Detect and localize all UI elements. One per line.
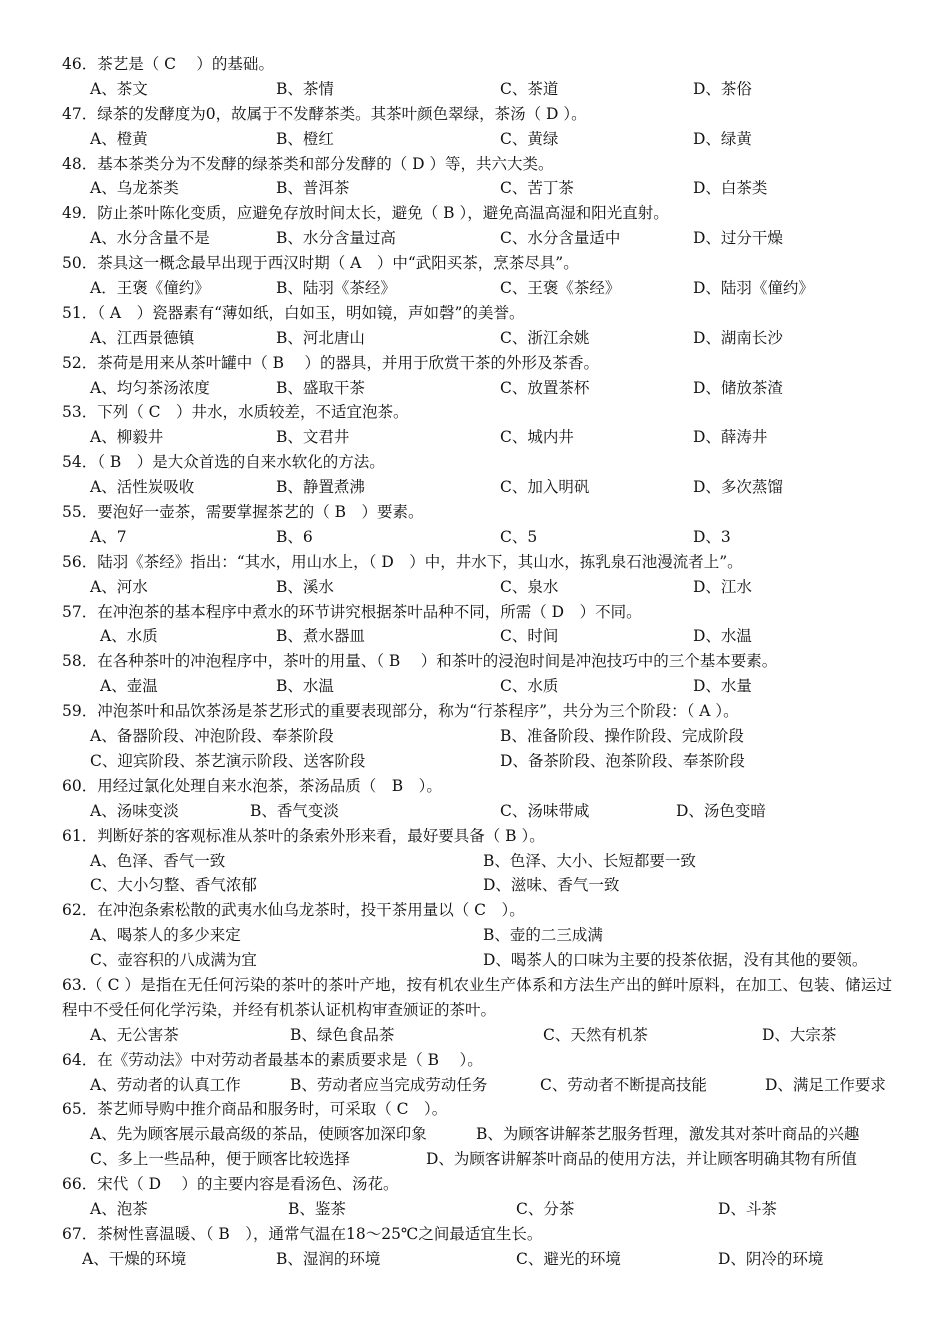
question-stem: 56．陆羽《茶经》指出：“其水，用山水上，（ D ）中，井水下，其山水，拣乳泉石池漫流者上”。 xyxy=(62,552,743,571)
answer-option: D、水量 xyxy=(693,677,752,696)
answer-option: A、7 xyxy=(90,527,127,546)
answer-option: D、喝茶人的口味为主要的投茶依据，没有其他的要领。 xyxy=(483,951,868,970)
answer-option: D、储放茶渣 xyxy=(693,378,783,397)
option-row xyxy=(0,425,950,450)
answer-option: B、绿色食品茶 xyxy=(290,1025,395,1044)
answer-option: B、劳动者应当完成劳动任务 xyxy=(290,1075,488,1094)
option-row xyxy=(0,176,950,201)
answer-option: D、阴冷的环境 xyxy=(718,1249,824,1268)
answer-option: C、水质 xyxy=(500,677,559,696)
answer-option: B、准备阶段、操作阶段、完成阶段 xyxy=(500,727,744,746)
answer-option: C、劳动者不断提高技能 xyxy=(540,1075,707,1094)
question-stem: 55．要泡好一壶茶，需要掌握茶艺的（ B ）要素。 xyxy=(62,503,424,522)
answer-option: B、壶的二三成满 xyxy=(483,926,603,945)
answer-option: A、茶文 xyxy=(90,79,148,98)
option-row xyxy=(0,1073,950,1098)
question-stem: 57．在冲泡茶的基本程序中煮水的环节讲究根据茶叶品种不同，所需（ D ）不同。 xyxy=(62,602,642,621)
answer-option: C、避光的环境 xyxy=(516,1249,621,1268)
question-stem: 66．宋代（ D ）的主要内容是看汤色、汤花。 xyxy=(62,1175,399,1194)
question-stem: 51．（ A ）瓷器素有“薄如纸，白如玉，明如镜，声如磬”的美誉。 xyxy=(62,303,525,322)
answer-option: B、水温 xyxy=(276,677,334,696)
question-stem: 49．防止茶叶陈化变质，应避免存放时间太长，避免（ B ），避免高温高湿和阳光直射。 xyxy=(62,204,669,223)
answer-option: C、苦丁茶 xyxy=(500,179,574,198)
question-stem: 47．绿茶的发酵度为0，故属于不发酵茶类。其茶叶颜色翠绿，茶汤（ D ）。 xyxy=(62,104,587,123)
option-row xyxy=(0,923,950,948)
answer-option: B、文君井 xyxy=(276,428,350,447)
question-stem: 67．茶树性喜温暖、（ B ），通常气温在18～25℃之间最适宜生长。 xyxy=(62,1224,543,1243)
answer-option: D、绿黄 xyxy=(693,129,752,148)
answer-option: C、城内井 xyxy=(500,428,574,447)
answer-option: D、汤色变暗 xyxy=(676,801,766,820)
option-row xyxy=(0,376,950,401)
question-stem: 61．判断好茶的客观标准从茶叶的条索外形来看，最好要具备（ B ）。 xyxy=(62,826,545,845)
option-row xyxy=(0,624,950,649)
answer-option: A、乌龙茶类 xyxy=(90,179,179,198)
answer-option: A、河水 xyxy=(90,577,148,596)
answer-option: A、色泽、香气一致 xyxy=(90,851,226,870)
option-row xyxy=(0,1122,950,1147)
answer-option: C、天然有机茶 xyxy=(543,1025,648,1044)
answer-option: D、陆羽《僮约》 xyxy=(693,279,814,298)
option-row xyxy=(0,226,950,251)
answer-option: D、江水 xyxy=(693,577,752,596)
answer-option: D、斗茶 xyxy=(718,1200,777,1218)
option-row xyxy=(0,326,950,351)
answer-option: D、满足工作要求 xyxy=(765,1075,886,1094)
option-row xyxy=(0,873,950,898)
answer-option: D、3 xyxy=(693,527,731,546)
answer-option: D、大宗茶 xyxy=(762,1025,837,1044)
answer-option: D、水温 xyxy=(693,627,752,646)
answer-option: A、先为顾客展示最高级的茶品，使顾客加深印象 xyxy=(90,1125,427,1144)
answer-option: A、柳毅井 xyxy=(90,428,164,447)
answer-option: A、活性炭吸收 xyxy=(90,478,195,497)
answer-option: B、橙红 xyxy=(276,129,334,148)
question-stem: 63.（ C ）是指在无任何污染的茶叶的茶叶产地，按有机农业生产体系和方法生产出的鲜叶原料，在加工、包装、储运过程中不受任何化学污染，并经有机茶认证机构审查颁证的茶叶。 xyxy=(62,975,892,1019)
answer-option: A、劳动者的认真工作 xyxy=(90,1075,241,1094)
answer-option: C、泉水 xyxy=(500,577,559,596)
answer-option: B、煮水器皿 xyxy=(276,627,365,646)
answer-option: A、喝茶人的多少来定 xyxy=(90,926,241,945)
answer-option: C、水分含量适中 xyxy=(500,229,621,248)
question-stem: 64．在《劳动法》中对劳动者最基本的素质要求是（ B ）。 xyxy=(62,1050,483,1069)
answer-option: B、陆羽《茶经》 xyxy=(276,279,396,298)
question-stem: 48．基本茶类分为不发酵的绿茶类和部分发酵的（ D ）等，共六大类。 xyxy=(62,154,554,173)
question-stem: 65．茶艺师导购中推介商品和服务时，可采取（ C ）。 xyxy=(62,1100,448,1119)
option-row xyxy=(0,1197,950,1222)
option-row xyxy=(0,1023,950,1048)
answer-option: A、干燥的环境 xyxy=(82,1249,187,1268)
option-row xyxy=(0,1147,950,1172)
option-row xyxy=(0,724,950,749)
answer-option: A、橙黄 xyxy=(90,129,148,148)
answer-option: C、壶容积的八成满为宜 xyxy=(90,951,257,970)
option-row xyxy=(0,674,950,699)
answer-option: C、多上一些品种，便于顾客比较选择 xyxy=(90,1150,350,1169)
answer-option: A．王褒《僮约》 xyxy=(90,279,210,298)
option-row xyxy=(0,799,950,824)
answer-option: D、过分干燥 xyxy=(693,229,783,248)
answer-option: B、水分含量过高 xyxy=(276,229,396,248)
answer-option: C、5 xyxy=(500,527,538,546)
answer-option: C、浙江余姚 xyxy=(500,328,590,347)
answer-option: A、水分含量不是 xyxy=(90,229,210,248)
answer-option: D、白茶类 xyxy=(693,179,768,198)
answer-option: B、茶情 xyxy=(276,79,334,98)
answer-option: B、静置煮沸 xyxy=(276,478,365,497)
option-row xyxy=(0,127,950,152)
question-stem: 52．茶荷是用来从茶叶罐中（ B ）的器具，并用于欣赏干茶的外形及茶香。 xyxy=(62,353,599,372)
option-row xyxy=(0,475,950,500)
answer-option: C、放置茶杯 xyxy=(500,378,590,397)
question-stem: 50．茶具这一概念最早出现于西汉时期（ A ）中“武阳买茶，烹茶尽具”。 xyxy=(62,254,579,273)
option-row xyxy=(0,948,950,973)
answer-option: B、6 xyxy=(276,527,313,546)
answer-option: B、溪水 xyxy=(276,577,334,596)
answer-option: D、薛涛井 xyxy=(693,428,768,447)
answer-option: C、茶道 xyxy=(500,79,559,98)
answer-option: C、王褒《茶经》 xyxy=(500,279,621,298)
answer-option: D、滋味、香气一致 xyxy=(483,876,620,895)
question-stem: 54．（ B ）是大众首选的自来水软化的方法。 xyxy=(62,453,385,472)
question-stem: 59．冲泡茶叶和品饮茶汤是茶艺形式的重要表现部分，称为“行茶程序”，共分为三个阶段：（ A ）。 xyxy=(62,702,739,721)
question-stem: 62．在冲泡条索松散的武夷水仙乌龙茶时，投干茶用量以（ C ）。 xyxy=(62,901,525,920)
answer-option: D、为顾客讲解茶叶商品的使用方法，并让顾客明确其物有所值 xyxy=(426,1150,857,1169)
option-row xyxy=(0,1247,950,1272)
option-row xyxy=(0,849,950,874)
answer-option: A、备器阶段、冲泡阶段、奉茶阶段 xyxy=(90,727,334,746)
option-row xyxy=(0,77,950,102)
answer-option: D、备茶阶段、泡茶阶段、奉茶阶段 xyxy=(500,751,745,770)
answer-option: D、多次蒸馏 xyxy=(693,478,783,497)
option-row xyxy=(0,525,950,550)
answer-option: C、分茶 xyxy=(516,1200,575,1218)
option-row xyxy=(0,575,950,600)
answer-option: C、时间 xyxy=(500,627,559,646)
answer-option: A、泡茶 xyxy=(90,1200,148,1218)
answer-option: B、河北唐山 xyxy=(276,328,365,347)
answer-option: B、湿润的环境 xyxy=(276,1249,381,1268)
answer-option: B、鉴茶 xyxy=(288,1200,346,1218)
answer-option: B、普洱茶 xyxy=(276,179,350,198)
answer-option: C、黄绿 xyxy=(500,129,559,148)
answer-option: A、无公害茶 xyxy=(90,1025,179,1044)
answer-option: C、加入明矾 xyxy=(500,478,590,497)
answer-option: C、大小匀整、香气浓郁 xyxy=(90,876,257,895)
answer-option: A、汤味变淡 xyxy=(90,801,179,820)
question-stem: 58．在各种茶叶的冲泡程序中，茶叶的用量、（ B ）和茶叶的浸泡时间是冲泡技巧中的三个基本要素。 xyxy=(62,652,778,671)
question-stem: 60．用经过氯化处理自来水泡茶，茶汤品质（ B ）。 xyxy=(62,776,442,795)
answer-option: B、盛取干茶 xyxy=(276,378,365,397)
question-stem: 46．茶艺是（ C ）的基础。 xyxy=(62,55,274,73)
answer-option: C、汤味带咸 xyxy=(500,801,590,820)
answer-option: B、为顾客讲解茶艺服务哲理，激发其对茶叶商品的兴趣 xyxy=(476,1125,860,1144)
answer-option: B、色泽、大小、长短都要一致 xyxy=(483,851,696,870)
answer-option: A、均匀茶汤浓度 xyxy=(90,378,210,397)
answer-option: D、湖南长沙 xyxy=(693,328,783,347)
question-stem: 53．下列（ C ）井水，水质较差，不适宜泡茶。 xyxy=(62,403,409,422)
answer-option: A、壶温 xyxy=(100,677,158,696)
answer-option: D、茶俗 xyxy=(693,79,752,98)
answer-option: A、江西景德镇 xyxy=(90,328,195,347)
answer-option: C、迎宾阶段、茶艺演示阶段、送客阶段 xyxy=(90,751,366,770)
answer-option: A、水质 xyxy=(100,627,158,646)
question-document xyxy=(0,52,950,1272)
answer-option: B、香气变淡 xyxy=(250,801,339,820)
option-row xyxy=(0,276,950,301)
option-row xyxy=(0,749,950,774)
